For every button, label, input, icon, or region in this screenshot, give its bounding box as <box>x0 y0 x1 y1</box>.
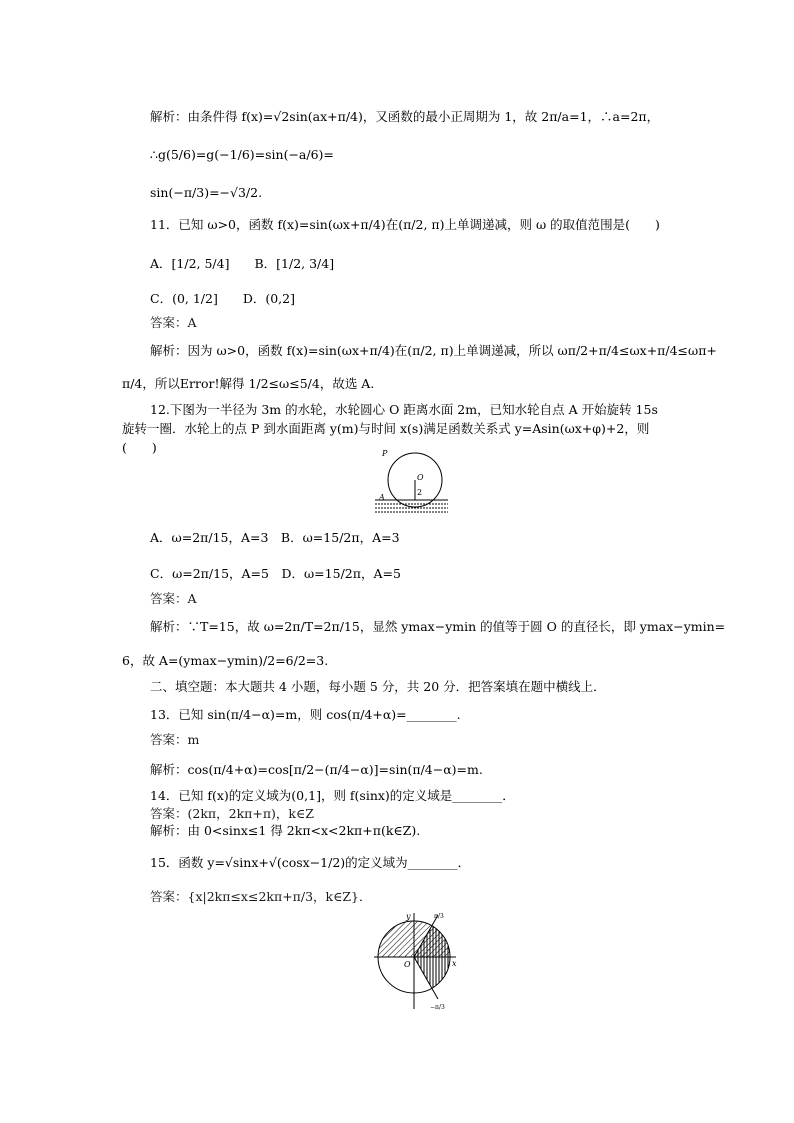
text-line: ( ) <box>122 440 157 455</box>
answer: 答案：A <box>150 591 197 606</box>
text-line: 解析：由 0<sinx≤1 得 2kπ<x<2kπ+π(k∈Z). <box>150 823 421 838</box>
text-line: 旋转一圈．水轮上的点 P 到水面距离 y(m)与时间 x(s)满足函数关系式 y=Asin(ωx+φ)+2，则 <box>122 421 650 436</box>
choices: A．[1/2, 5/4] B．[1/2, 3/4] <box>150 256 335 271</box>
text-line: π/4，所以Error!解得 1/2≤ω≤5/4，故选 A. <box>122 376 375 391</box>
choices: C．(0, 1/2] D．(0,2] <box>150 291 295 306</box>
answer: 答案：{x|2kπ≤x≤2kπ+π/3，k∈Z}． <box>150 889 372 904</box>
question-11: 11．已知 ω>0，函数 f(x)=sin(ωx+π/4)在(π/2, π)上单调递减，则 ω 的取值范围是( ) <box>150 217 660 232</box>
water-wheel-figure <box>370 450 450 520</box>
label-2: 2 <box>417 488 423 497</box>
question-14: 14．已知 f(x)的定义域为(0,1]，则 f(sinx)的定义域是________． <box>150 788 515 803</box>
label-a: A <box>379 493 385 502</box>
text-line: sin(−π/3)=−√3/2. <box>150 185 263 200</box>
label-o: O <box>417 473 424 482</box>
label-pi3: π/3 <box>434 913 444 920</box>
question-12: 12.下图为一半径为 3m 的水轮，水轮圆心 O 距离水面 2m，已知水轮自点 A 开始旋转 15s <box>150 402 658 417</box>
text-line: 6，故 A=(ymax−ymin)/2=6/2=3. <box>122 653 329 668</box>
answer: 答案：A <box>150 315 197 330</box>
label-o: O <box>404 960 411 969</box>
label-neg-pi3: −π/3 <box>430 1004 445 1011</box>
text-line: ∴g(5/6)=g(−1/6)=sin(−a/6)= <box>150 147 334 162</box>
question-13: 13．已知 sin(π/4−α)=m，则 cos(π/4+α)=________. <box>150 707 461 722</box>
label-x: x <box>452 959 457 968</box>
choices: A．ω=2π/15，A=3 B．ω=15/2π，A=3 <box>150 530 400 545</box>
text-line: 解析：由条件得 f(x)=√2sin(ax+π/4)，又函数的最小正周期为 1，故 2π/a=1，∴a=2π， <box>150 109 660 124</box>
answer: 答案：(2kπ，2kπ+π)，k∈Z <box>150 806 314 821</box>
label-p: P <box>382 450 388 458</box>
label-y: y <box>406 912 411 921</box>
text-line: 解析：因为 ω>0，函数 f(x)=sin(ωx+π/4)在(π/2, π)上单调递减，所以 ωπ/2+π/4≤ωx+π/4≤ωπ+ <box>150 343 717 358</box>
answer: 答案：m <box>150 732 200 747</box>
question-15: 15．函数 y=√sinx+√(cosx−1/2)的定义域为________． <box>150 855 471 870</box>
section-heading: 二、填空题：本大题共 4 小题，每小题 5 分，共 20 分．把答案填在题中横线上． <box>150 679 606 694</box>
choices: C．ω=2π/15，A=5 D．ω=15/2π，A=5 <box>150 566 401 581</box>
unit-circle-figure <box>360 905 470 1015</box>
text-line: 解析：∵T=15，故 ω=2π/T=2π/15，显然 ymax−ymin 的值等于圆 O 的直径长，即 ymax−ymin= <box>150 619 726 634</box>
text-line: 解析：cos(π/4+α)=cos[π/2−(π/4−α)]=sin(π/4−α)=m. <box>150 762 483 777</box>
